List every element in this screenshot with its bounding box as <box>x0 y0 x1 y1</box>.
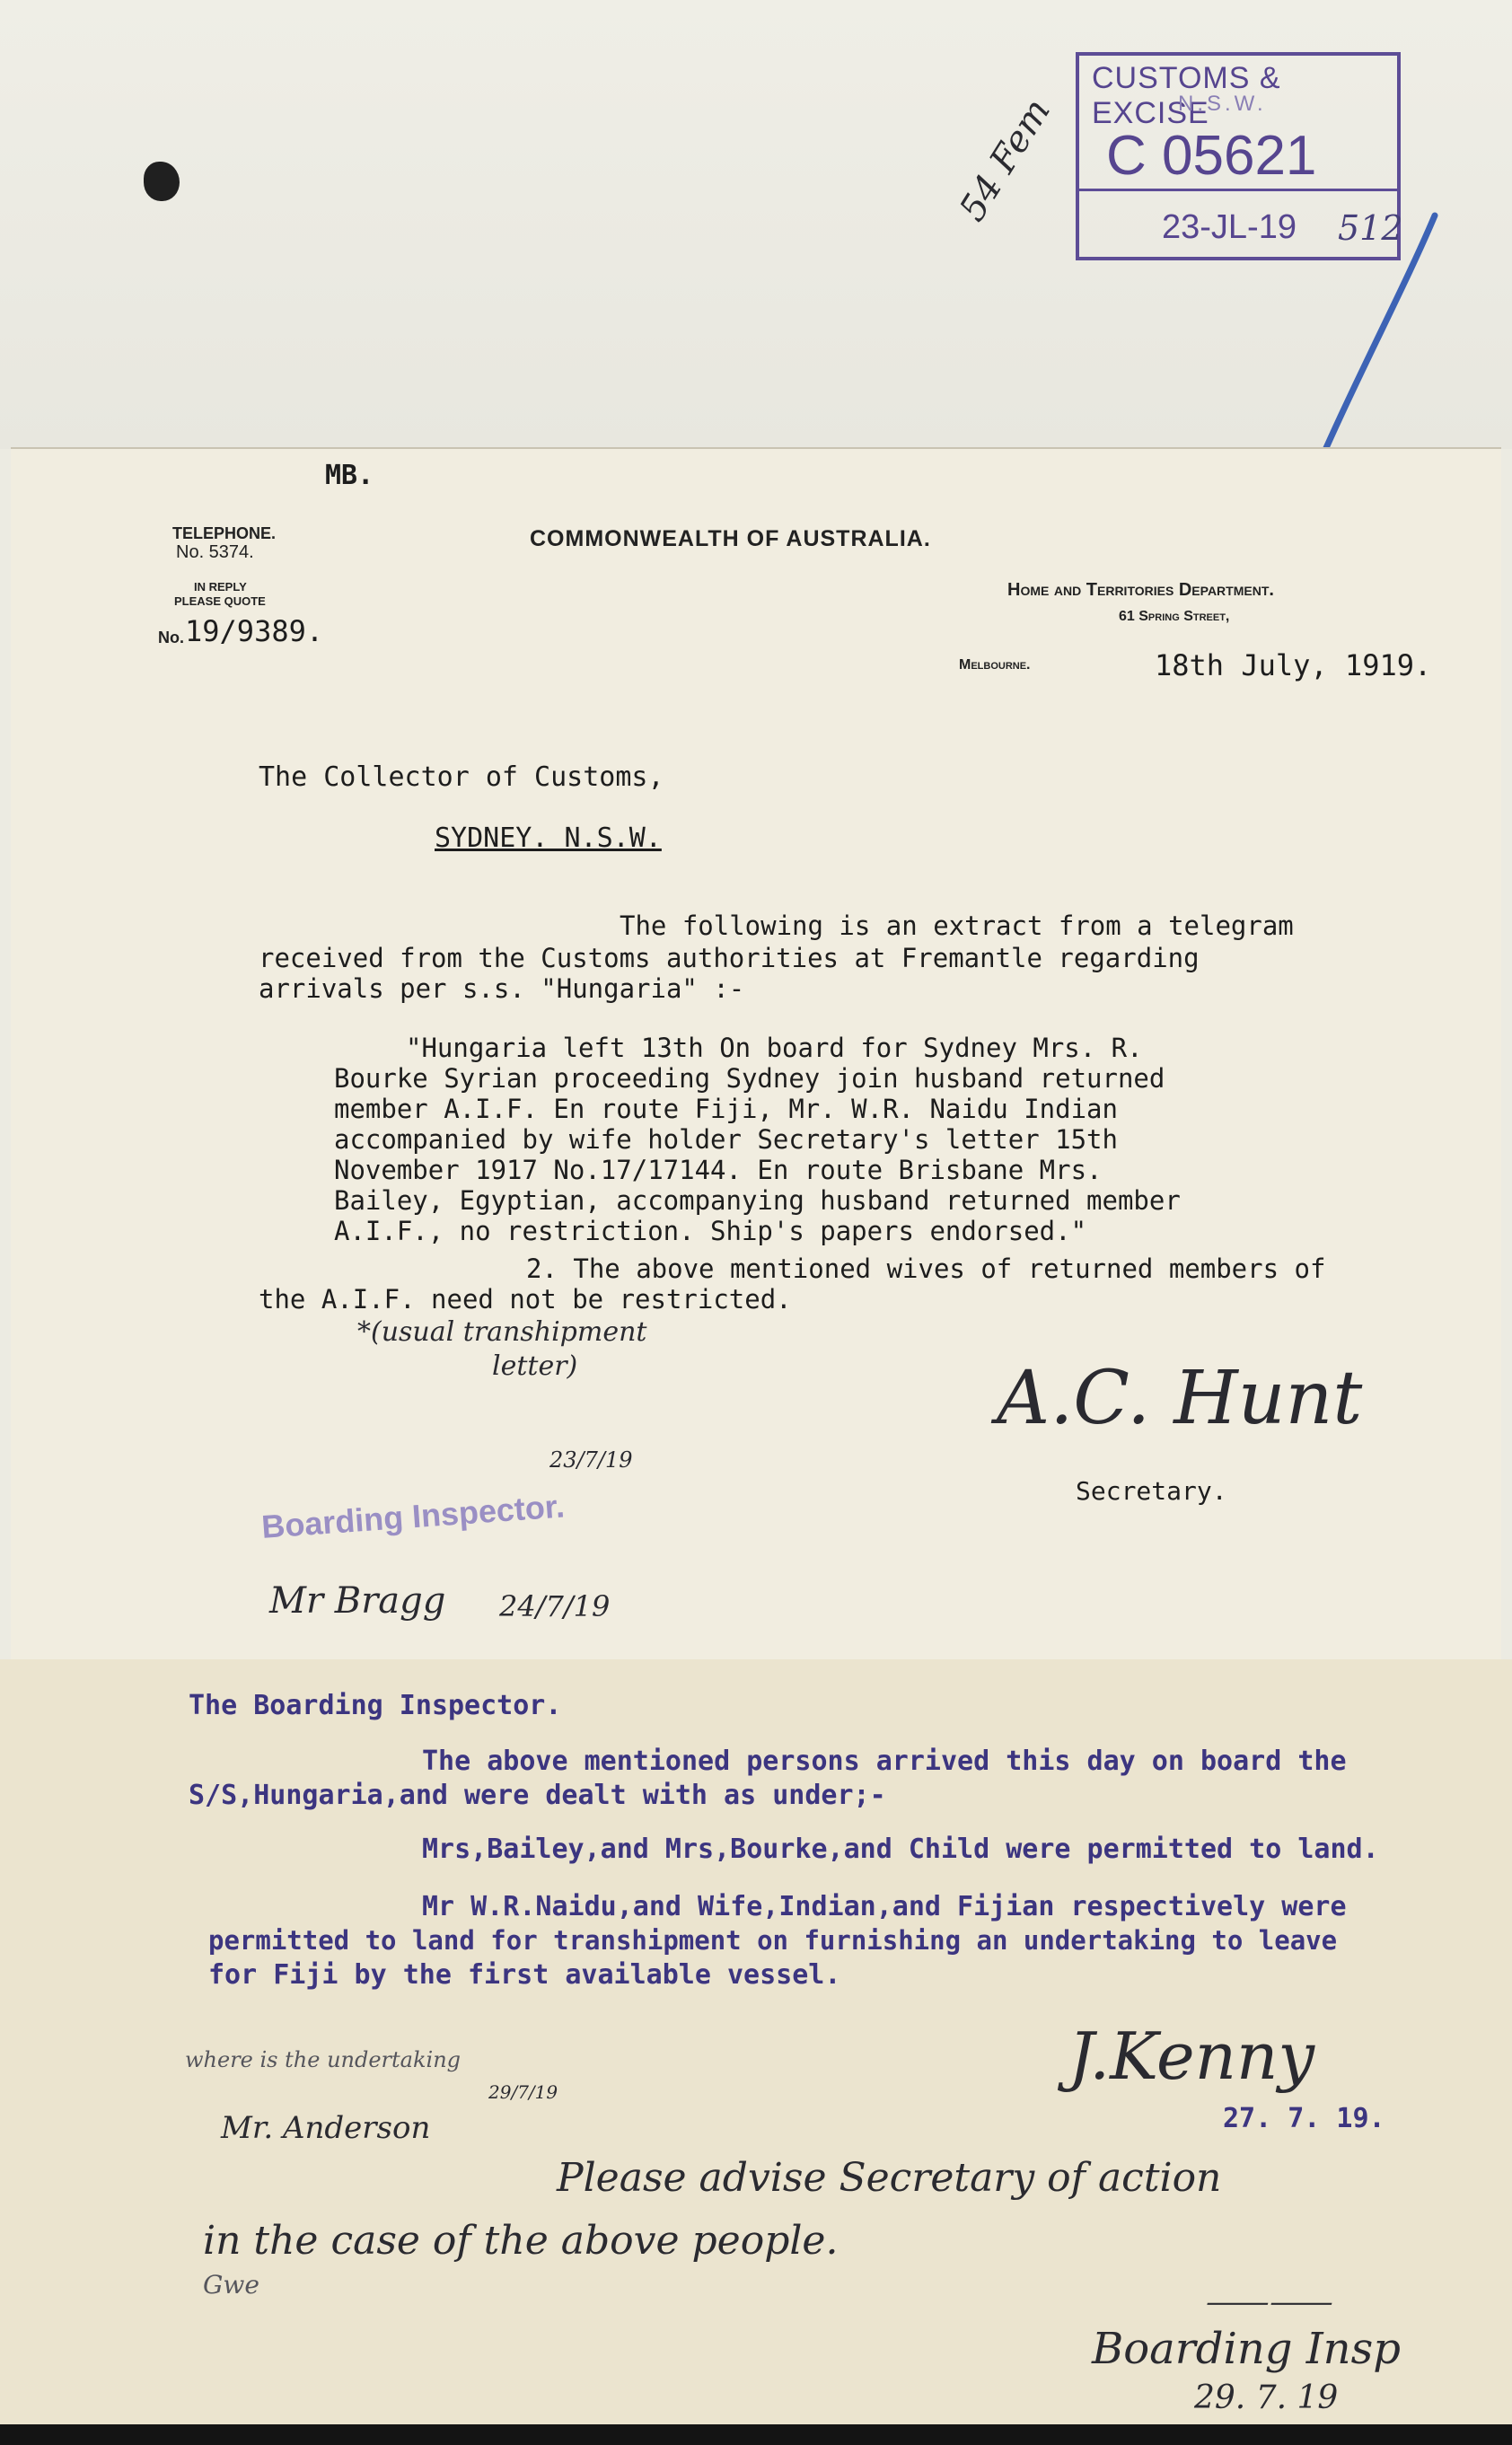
telephone-number: No. 5374. <box>176 542 254 562</box>
hand-sign-date: 29. 7. 19 <box>1194 2379 1339 2416</box>
quote-line-4: accompanied by wife holder Secretary's letter 15th <box>334 1124 1118 1155</box>
slip-signature: J.Kenny <box>1068 2018 1315 2094</box>
quote-line-7: A.I.F., no restriction. Ship's papers endorsed." <box>334 1216 1087 1246</box>
letter-date: 18th July, 1919. <box>1155 648 1432 682</box>
stamp-line1: CUSTOMS & EXCISE <box>1092 61 1281 130</box>
para2-line-1: 2. The above mentioned wives of returned members of <box>526 1253 1326 1284</box>
slip-date: 27. 7. 19. <box>1223 2103 1385 2134</box>
boarding-inspector-stamp: Boarding Inspector. <box>260 1487 567 1545</box>
body-line-1: The following is an extract from a telegram <box>620 910 1294 941</box>
body-line-2: received from the Customs authorities at Fremantle regarding <box>259 943 1200 973</box>
quote-line-2: Bourke Syrian proceeding Sydney join husband returned <box>334 1063 1165 1094</box>
body-line-3: arrivals per s.s. "Hungaria" :- <box>259 973 745 1004</box>
slip-line-4: Mr W.R.Naidu,and Wife,Indian,and Fijian respectively were <box>422 1891 1347 1922</box>
hand-instruction-2: in the case of the above people. <box>203 2218 839 2264</box>
slip-line-6: for Fiji by the first available vessel. <box>208 1959 841 1991</box>
addressee: The Collector of Customs, <box>259 761 664 793</box>
margin-note: 54 Fem <box>952 92 1059 229</box>
secretary-signature: A.C. Hunt <box>997 1356 1363 1441</box>
hand-initials-date: 24/7/19 <box>499 1589 611 1623</box>
signature-title: Secretary. <box>1076 1476 1227 1506</box>
hand-small-date: 23/7/19 <box>549 1447 633 1473</box>
slip-line-1: The above mentioned persons arrived this day on board the <box>422 1746 1347 1777</box>
quote-line-1: "Hungaria left 13th On board for Sydney Mrs. R. <box>406 1033 1143 1063</box>
hand-instruction-1: Please advise Secretary of action <box>557 2155 1222 2201</box>
stamp-date: 23-JL-19 <box>1162 208 1297 246</box>
hand-signature-scrawl: ⸺⸺ <box>1203 2279 1332 2323</box>
addressee-city: SYDNEY. N.S.W. <box>435 822 662 854</box>
reply-number: 19/9389. <box>185 614 324 648</box>
slip-line-5: permitted to land for transhipment on furnishing an undertaking to leave <box>208 1925 1338 1956</box>
hand-sign-name: Boarding Insp <box>1092 2324 1401 2374</box>
hand-mr-bragg: Mr Bragg <box>269 1580 446 1622</box>
reply-label: IN REPLY <box>194 580 247 594</box>
quote-line-5: November 1917 No.17/17144. En route Brisbane Mrs. <box>334 1155 1103 1185</box>
hand-initials-gwe: Gwe <box>203 2270 259 2300</box>
hand-note-2: letter) <box>492 1350 578 1382</box>
stamp-number: C 05621 <box>1106 125 1317 187</box>
department-name: Home and Territories Department. <box>1007 580 1274 600</box>
hand-mr-anderson: Mr. Anderson <box>221 2110 431 2146</box>
stamp-handwritten-note: 512 <box>1338 208 1403 248</box>
reply-no-label: No. <box>158 629 184 646</box>
quote-line-3: member A.I.F. En route Fiji, Mr. W.R. Naidu Indian <box>334 1094 1118 1124</box>
slip-line-2: S/S,Hungaria,and were dealt with as under;- <box>189 1780 886 1811</box>
letterhead-heading: COMMONWEALTH OF AUSTRALIA. <box>530 526 931 551</box>
city-label: Melbourne. <box>959 657 1031 673</box>
hand-anderson-date: 29/7/19 <box>488 2081 558 2103</box>
scan-edge <box>0 2424 1512 2445</box>
street-address: 61 Spring Street, <box>1119 609 1230 624</box>
ref-initials: MB. <box>325 460 374 491</box>
reply-label-2: PLEASE QUOTE <box>174 594 266 608</box>
para2-line-2: the A.I.F. need not be restricted. <box>259 1284 792 1315</box>
telephone-label: TELEPHONE. <box>172 524 277 542</box>
slip-line-3: Mrs,Bailey,and Mrs,Bourke,and Child were permitted to land. <box>422 1834 1379 1865</box>
quote-line-6: Bailey, Egyptian, accompanying husband returned member <box>334 1185 1181 1216</box>
hand-note-1: *(usual transhipment <box>357 1316 647 1348</box>
slip-addressee: The Boarding Inspector. <box>189 1690 562 1721</box>
stamp-line1b: N.S.W. <box>1178 92 1267 116</box>
hand-query: where is the undertaking <box>185 2047 462 2072</box>
